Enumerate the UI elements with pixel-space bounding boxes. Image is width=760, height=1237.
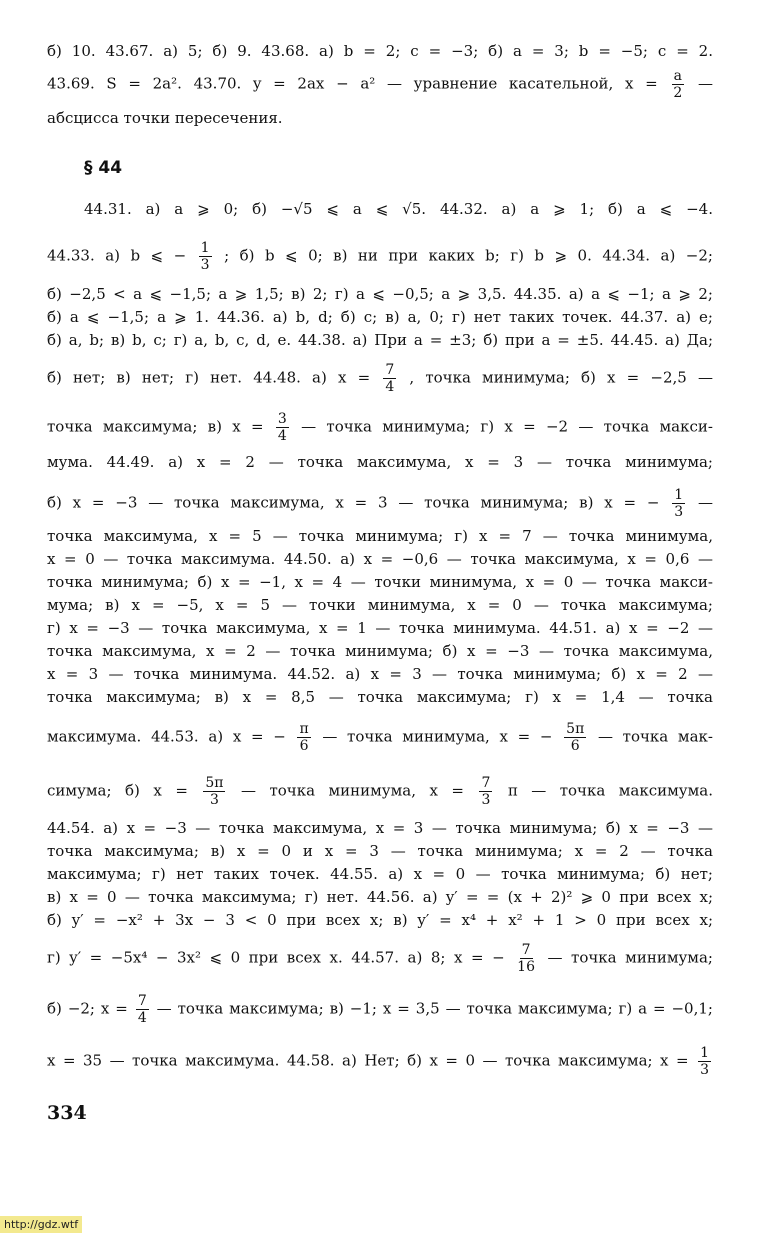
fraction (698, 1045, 711, 1078)
fraction-denominator: 16 (517, 959, 535, 975)
section-heading: § 44 (84, 158, 123, 178)
text-line: x = 3 — точка минимума. 44.52. а) x = 3 — точка минимума; б) x = 2 — (47, 665, 713, 683)
fraction-denominator: 4 (385, 379, 395, 395)
fraction-numerator: 7 (385, 362, 395, 378)
fraction (297, 721, 310, 754)
line-text: г) y′ = −5x⁴ − 3x² ⩽ 0 при всех x. 44.57. а) 8; x = − (47, 948, 505, 967)
fraction (136, 993, 149, 1026)
text-line: б) a, b; в) b, c; г) a, b, c, d, e. 44.38. а) При a = ±3; б) при a = ±5. 44.45. а) Да; (47, 331, 713, 349)
text-line (47, 721, 713, 754)
line-text: — точка минимума, x = − (322, 727, 553, 746)
text-line: г) x = −3 — точка максимума, x = 1 — точка минимума. 44.51. а) x = −2 — (47, 619, 713, 637)
text-line: мума; в) x = −5, x = 5 — точки минимума, x = 0 — точка максимума; (47, 596, 713, 614)
fraction (199, 240, 212, 273)
text-line: точка минимума; б) x = −1, x = 4 — точки минимума, x = 0 — точка макси- (47, 573, 713, 591)
text-line: 44.31. а) a ⩾ 0; б) −√5 ⩽ a ⩽ √5. 44.32. а) a ⩾ 1; б) a ⩽ −4. (84, 200, 713, 218)
text-line: точка максимума; в) x = 8,5 — точка максимума; г) x = 1,4 — точка (47, 688, 713, 706)
line-text: — точка минимума; (547, 948, 713, 967)
fraction-denominator: 2 (673, 85, 683, 101)
text-line: в) x = 0 — точка максимума; г) нет. 44.56. а) y′ = = (x + 2)² ⩾ 0 при всех x; (47, 888, 713, 906)
line-text: максимума. 44.53. а) x = − (47, 727, 286, 746)
line-text: точка максимума; в) x = (47, 417, 264, 436)
fraction-numerator: a (673, 68, 683, 84)
line-text: π — точка максимума. (507, 781, 713, 800)
text-line (47, 993, 713, 1026)
text-line: б) y′ = −x² + 3x − 3 < 0 при всех x; в) y′ = x⁴ + x² + 1 > 0 при всех x; (47, 911, 713, 929)
fraction-denominator: 3 (209, 792, 219, 808)
fraction-denominator: 3 (200, 257, 210, 273)
text-line: б) −2,5 < a ⩽ −1,5; a ⩾ 1,5; в) 2; г) a ⩽ −0,5; a ⩾ 3,5. 44.35. а) a ⩽ −1; a ⩾ 2; (47, 285, 713, 303)
text-line: абсцисса точки пересечения. (47, 109, 283, 127)
line-text: — точка мак- (597, 727, 713, 746)
line-text: 44.33. а) b ⩽ − (47, 246, 187, 265)
text-line: б) 10. 43.67. а) 5; б) 9. 43.68. а) b = 2; c = −3; б) a = 3; b = −5; c = 2. (47, 42, 713, 60)
fraction-numerator: 1 (674, 487, 684, 503)
fraction-denominator: 3 (674, 504, 684, 520)
line-text: б) нет; в) нет; г) нет. 44.48. а) x = (47, 368, 371, 387)
line-text: симума; б) x = (47, 781, 188, 800)
text-line (47, 68, 713, 101)
fraction (383, 362, 396, 395)
text-line: 44.54. а) x = −3 — точка максимума, x = 3 — точка минимума; б) x = −3 — (47, 819, 713, 837)
line-text: — точка минимума, x = (240, 781, 464, 800)
text-line (47, 775, 713, 808)
line-text: б) x = −3 — точка максимума, x = 3 — точка минимума; в) x = − (47, 493, 660, 512)
fraction (276, 411, 289, 444)
line-text: — точка максимума; в) −1; x = 3,5 — точка максимума; г) a = −0,1; (156, 999, 713, 1018)
fraction-denominator: 6 (299, 738, 309, 754)
fraction-numerator: 1 (200, 240, 210, 256)
text-line: мума. 44.49. а) x = 2 — точка максимума, x = 3 — точка минимума; (47, 453, 713, 471)
fraction (203, 775, 225, 808)
fraction (479, 775, 492, 808)
text-line (47, 487, 713, 520)
fraction (671, 68, 684, 101)
text-line (47, 362, 713, 395)
fraction (564, 721, 586, 754)
line-text: 43.69. S = 2a². 43.70. y = 2ax − a² — уравнение касательной, x = (47, 74, 658, 93)
fraction (515, 942, 537, 975)
source-watermark-link[interactable]: http://gdz.wtf (0, 1216, 82, 1233)
line-text: б) −2; x = (47, 999, 128, 1018)
text-line: точка максимума, x = 5 — точка минимума; г) x = 7 — точка минимума, (47, 527, 713, 545)
fraction-numerator: 1 (700, 1045, 709, 1061)
line-text: x = 35 — точка максимума. 44.58. а) Нет; б) x = 0 — точка максимума; x = (47, 1051, 689, 1070)
text-line (47, 1045, 713, 1078)
line-text: ; б) b ⩽ 0; в) ни при каких b; г) b ⩾ 0. 44.34. а) −2; (224, 246, 713, 265)
fraction-denominator: 3 (481, 792, 491, 808)
fraction-numerator: 7 (521, 942, 531, 958)
fraction-numerator: 7 (481, 775, 491, 791)
fraction-denominator: 3 (700, 1062, 709, 1078)
fraction (672, 487, 685, 520)
line-text: — (698, 493, 713, 512)
fraction-numerator: π (299, 721, 309, 737)
text-line (47, 411, 713, 444)
text-line: максимума; г) нет таких точек. 44.55. а) x = 0 — точка минимума; б) нет; (47, 865, 713, 883)
text-line (47, 240, 713, 273)
line-text: — (698, 74, 713, 93)
fraction-denominator: 4 (277, 428, 287, 444)
fraction-numerator: 5π (566, 721, 585, 737)
fraction-numerator: 7 (137, 993, 147, 1009)
fraction-numerator: 5π (205, 775, 224, 791)
fraction-denominator: 6 (570, 738, 580, 754)
text-line: б) a ⩽ −1,5; a ⩾ 1. 44.36. а) b, d; б) c; в) a, 0; г) нет таких точек. 44.37. а) e; (47, 308, 713, 326)
text-line: x = 0 — точка максимума. 44.50. а) x = −0,6 — точка максимума, x = 0,6 — (47, 550, 713, 568)
page-number: 334 (47, 1102, 87, 1124)
text-line: точка максимума, x = 2 — точка минимума; б) x = −3 — точка максимума, (47, 642, 713, 660)
line-text: — точка минимума; г) x = −2 — точка макси- (301, 417, 713, 436)
text-line: точка максимума; в) x = 0 и x = 3 — точка минимума; x = 2 — точка (47, 842, 713, 860)
text-line (47, 942, 713, 975)
line-text: , точка минимума; б) x = −2,5 — (409, 368, 713, 387)
fraction-denominator: 4 (137, 1010, 147, 1026)
fraction-numerator: 3 (277, 411, 287, 427)
